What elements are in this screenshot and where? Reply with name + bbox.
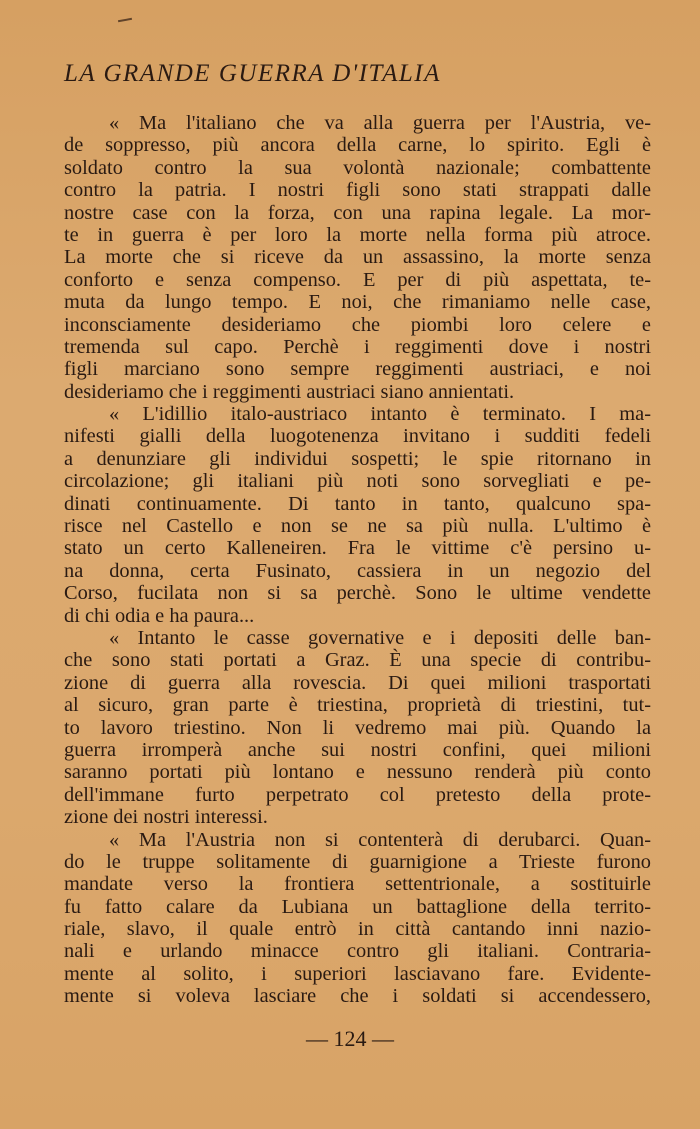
text-line: to lavoro triestino. Non li vedremo mai più. Quando la [64, 716, 651, 739]
text-line: fu fatto calare da Lubiana un battaglione della territo- [64, 895, 651, 918]
text-line: do le truppe solitamente di guarnigione a Trieste furono [64, 850, 651, 873]
text-line: al sicuro, gran parte è triestina, proprietà di triestini, tut- [64, 694, 651, 717]
text-line: risce nel Castello e non se ne sa più nulla. L'ultimo è [64, 515, 651, 538]
text-line: « Intanto le casse governative e i depositi delle ban- [109, 626, 651, 649]
text-line: zione dei nostri interessi. [64, 806, 268, 829]
paragraph [64, 627, 651, 829]
text-line: stato un certo Kalleneiren. Fra le vittime c'è persino u- [64, 537, 651, 560]
paragraph [64, 403, 651, 627]
text-line: dell'immane furto perpetrato col pretesto della prote- [64, 783, 651, 806]
text-line: mandate verso la frontiera settentrionale, a sostituirle [64, 873, 651, 896]
text-line: zione di guerra alla rovescia. Di quei milioni trasportati [64, 671, 651, 694]
text-line: de soppresso, più ancora della carne, lo spirito. Egli è [64, 134, 651, 157]
text-line: na donna, certa Fusinato, cassiera in un negozio del [64, 559, 651, 582]
ink-speck [118, 18, 132, 22]
body-text [64, 112, 651, 1008]
text-line: nostre case con la forza, con una rapina legale. La mor- [64, 201, 651, 224]
paragraph [64, 829, 651, 1008]
text-line: « Ma l'italiano che va alla guerra per l'Austria, ve- [109, 112, 651, 134]
text-line: contro la patria. I nostri figli sono stati strappati dalle [64, 179, 651, 202]
text-line: figli marciano sono sempre reggimenti austriaci, e noi [64, 358, 651, 381]
text-line: di chi odia e ha paura... [64, 604, 255, 627]
text-line: dinati continuamente. Di tanto in tanto, qualcuno spa- [64, 492, 651, 515]
text-line: mente al solito, i superiori lasciavano fare. Evidente- [64, 962, 651, 985]
text-line: guerra irromperà anche sui nostri confini, quei milioni [64, 738, 651, 761]
text-line: tremenda sul capo. Perchè i reggimenti dove i nostri [64, 335, 651, 358]
text-line: te in guerra è per loro la morte nella forma più atroce. [64, 223, 651, 246]
text-line: inconsciamente desideriamo che piombi loro celere e [64, 313, 651, 336]
text-line: desideriamo che i reggimenti austriaci siano annientati. [64, 380, 515, 403]
text-line: a denunziare gli individui sospetti; le spie ritornano in [64, 447, 651, 470]
text-line: La morte che si riceve da un assassino, la morte senza [64, 246, 651, 269]
page-number: — 124 — [306, 1026, 394, 1051]
text-line: che sono stati portati a Graz. È una specie di contribu- [64, 649, 651, 672]
text-line: muta da lungo tempo. E noi, che rimaniamo nelle case, [64, 291, 651, 314]
text-line: Corso, fucilata non si sa perchè. Sono le ultime vendette [64, 582, 651, 605]
text-line: saranno portati più lontano e nessuno renderà più conto [64, 761, 651, 784]
text-line: nifesti gialli della luogotenenza invitano i sudditi fedeli [64, 425, 651, 448]
text-line: « L'idillio italo-austriaco intanto è terminato. I ma- [109, 403, 651, 426]
paragraph [64, 112, 651, 403]
text-line: mente si voleva lasciare che i soldati si accendessero, [64, 985, 651, 1008]
text-line: nali e urlando minacce contro gli italiani. Contraria- [64, 940, 651, 963]
running-head: LA GRANDE GUERRA D'ITALIA [64, 60, 441, 87]
text-line: « Ma l'Austria non si contenterà di derubarci. Quan- [109, 828, 651, 851]
text-line: riale, slavo, il quale entrò in città cantando inni nazio- [64, 918, 651, 941]
text-line: soldato contro la sua volontà nazionale; combattente [64, 156, 651, 179]
text-line: circolazione; gli italiani più noti sono sorvegliati e pe- [64, 470, 651, 493]
text-line: conforto e senza compenso. E per di più aspettata, te- [64, 268, 651, 291]
